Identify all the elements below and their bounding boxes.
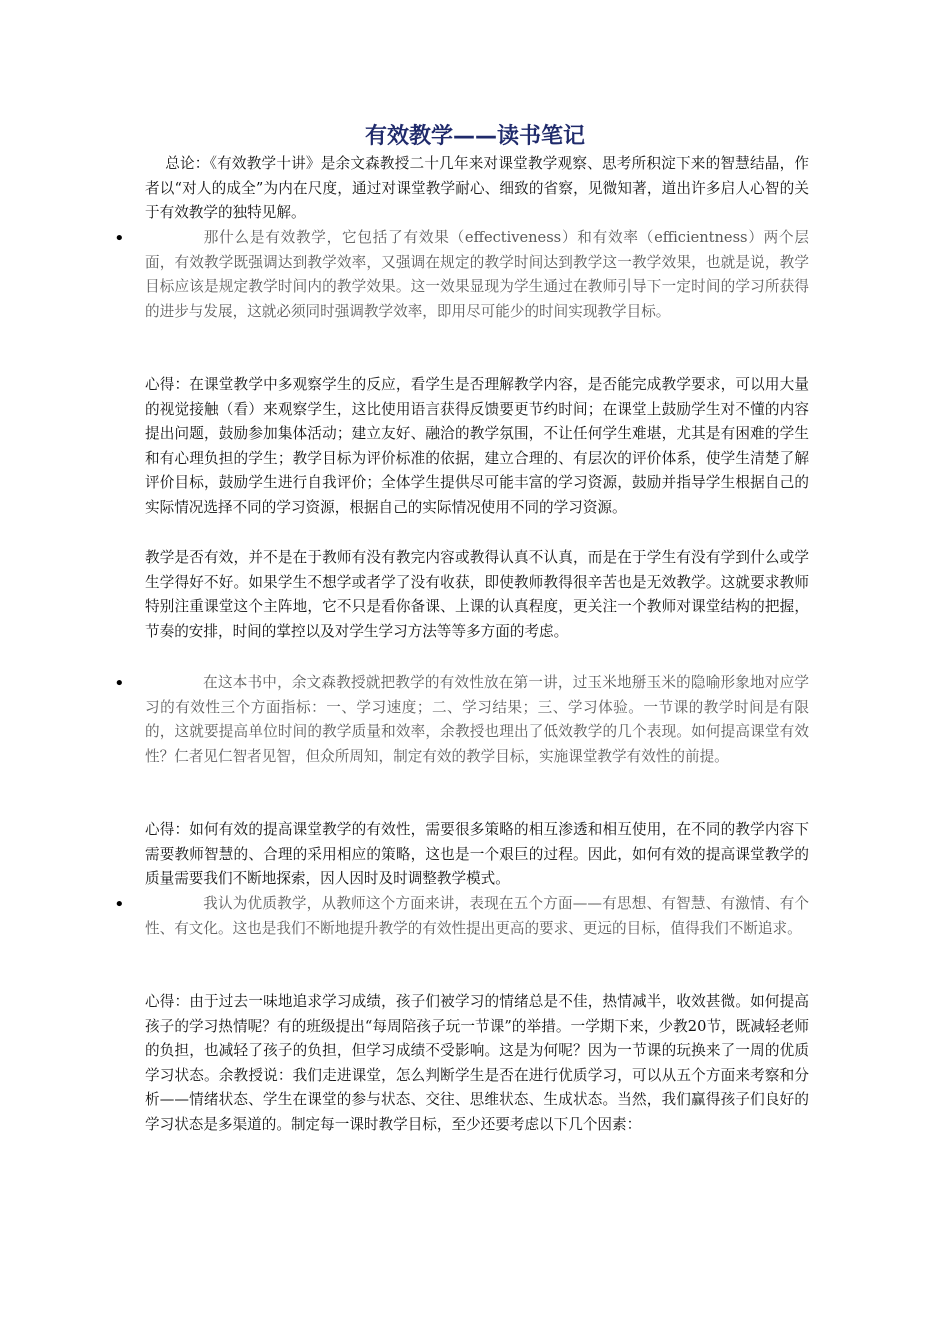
note-paragraph: 教学是否有效，并不是在于教师有没有教完内容或教得认真不认真，而是在于学生有没有学到什么或学生学得好不好。如果学生不想学或者学了没有收获，即使教师教得很辛苦也是无效教学。这就要求教师特别注重课堂这个主阵地，它不只是看你备课、上课的认真程度，更关注一个教师对课堂结构的把握，节奏的安排，时间的掌控以及对学生学习方法等等多方面的考虑。 xyxy=(145,549,809,640)
bullet-marker: • xyxy=(114,228,125,249)
bullet-marker: • xyxy=(114,894,125,915)
bullet-paragraph: 我认为优质教学，从教师这个方面来讲，表现在五个方面——有思想、有智慧、有激情、有个性、有文化。这也是我们不断地提升教学的有效性提出更高的要求、更远的目标，值得我们不断追求。 xyxy=(145,895,809,937)
intro-paragraph: 总论：《有效教学十讲》是余文森教授二十几年来对课堂教学观察、思考所积淀下来的智慧结晶，作者以“对人的成全”为内在尺度，通过对课堂教学耐心、细致的省察，见微知著，道出许多启人心智的关于有效教学的独特见解。 xyxy=(145,155,809,221)
bullet-marker: • xyxy=(114,673,125,694)
note-paragraph: 心得：如何有效的提高课堂教学的有效性，需要很多策略的相互渗透和相互使用，在不同的教学内容下需要教师智慧的、合理的采用相应的策略，这也是一个艰巨的过程。因此，如何有效的提高课堂教学的质量需要我们不断地探索，因人因时及时调整教学模式。 xyxy=(145,821,809,887)
note-paragraph: 心得：在课堂教学中多观察学生的反应，看学生是否理解教学内容，是否能完成教学要求，可以用大量的视觉接触（看）来观察学生，这比使用语言获得反馈要更节约时间；在课堂上鼓励学生对不懂的内容提出问题，鼓励参加集体活动；建立友好、融洽的教学氛围，不让任何学生难堪，尤其是有困难的学生和有心理负担的学生；教学目标为评价标准的依据，建立合理的、有层次的评价体系，使学生清楚了解评价目标，鼓励学生进行自我评价；全体学生提供尽可能丰富的学习资源，鼓励并指导学生根据自己的实际情况选择不同的学习资源，根据自己的实际情况使用不同的学习资源。 xyxy=(145,376,809,516)
bullet-paragraph: 在这本书中，余文森教授就把教学的有效性放在第一讲，过玉米地掰玉米的隐喻形象地对应学习的有效性三个方面指标：一、学习速度；二、学习结果；三、学习体验。一节课的教学时间是有限的，这就要提高单位时间的教学质量和效率，余教授也理出了低效教学的几个表现。如何提高课堂有效性？仁者见仁智者见智，但众所周知，制定有效的教学目标，实施课堂教学有效性的前提。 xyxy=(145,674,809,765)
note-paragraph: 心得：由于过去一味地追求学习成绩，孩子们被学习的情绪总是不佳，热情减半，收效甚微。如何提高孩子的学习热情呢？有的班级提出“每周陪孩子玩一节课”的举措。一学期下来，少教20节，既减轻老师的负担，也减轻了孩子的负担，但学习成绩不受影响。这是为何呢？因为一节课的玩换来了一周的优质学习状态。余教授说：我们走进课堂，怎么判断学生是否在进行优质学习，可以从五个方面来考察和分析——情绪状态、学生在课堂的参与状态、交往、思维状态、生成状态。当然，我们赢得孩子们良好的学习状态是多渠道的。制定每一课时教学目标，至少还要考虑以下几个因素： xyxy=(145,993,809,1133)
document-title: 有效教学——读书笔记 xyxy=(364,124,585,149)
bullet-paragraph: 那什么是有效教学，它包括了有效果（effectiveness）和有效率（efficientness）两个层面，有效教学既强调达到教学效率，又强调在规定的教学时间达到教学这一教学效果，也就是说，教学目标应该是规定教学时间内的教学效果。这一效果显现为学生通过在教师引导下一定时间的学习所获得的进步与发展，这就必须同时强调教学效率，即用尽可能少的时间实现教学目标。 xyxy=(145,229,809,320)
